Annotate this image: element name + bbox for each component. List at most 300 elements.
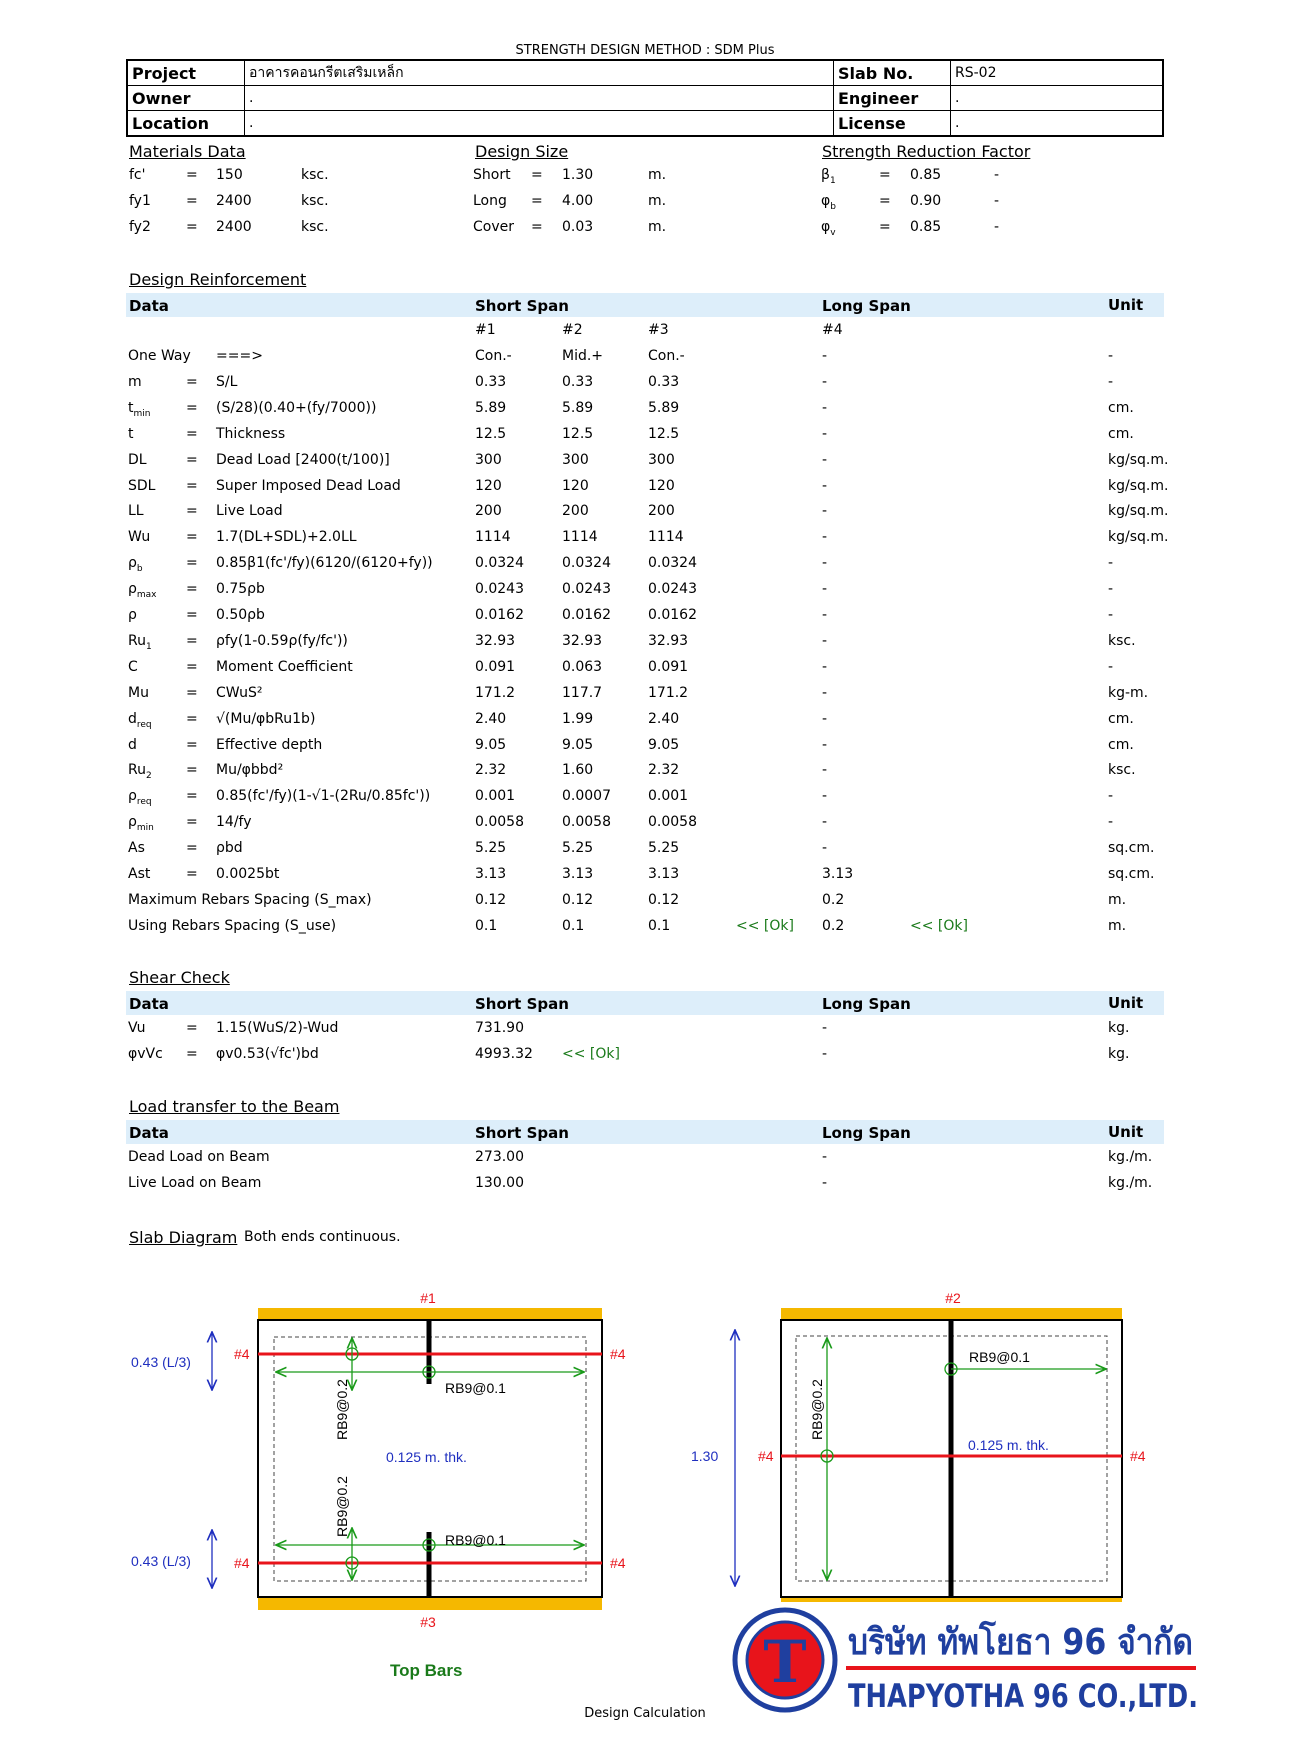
- shear-head-unit: Unit: [1108, 994, 1144, 1012]
- row-equals: =: [186, 866, 198, 882]
- right-label-4-l: #4: [758, 1448, 774, 1464]
- row-col2: 1.60: [562, 762, 594, 779]
- document-title: STRENGTH DESIGN METHOD : SDM Plus: [515, 43, 775, 58]
- row-formula: √(Mu/φbRu1b): [216, 710, 316, 727]
- row-formula: 0.85β1(fc'/fy)(6120/(6120+fy)): [216, 555, 433, 572]
- location-value: .: [245, 111, 834, 137]
- row-col3: 0.0162: [648, 607, 697, 623]
- row-symbol: DL: [128, 451, 147, 468]
- row-equals: =: [186, 503, 198, 520]
- row-unit: sq.cm.: [1108, 866, 1155, 882]
- row-unit: kg/sq.m.: [1108, 451, 1169, 468]
- row-col2: 300: [562, 451, 589, 468]
- row-col2: 12.5: [562, 425, 594, 442]
- materials-value: 2400: [216, 219, 252, 235]
- row-symbol: $Ru_2$: [128, 762, 152, 782]
- row-col3: 0.0243: [648, 581, 697, 598]
- row-col1: 0.1: [475, 917, 498, 934]
- row-ok-long: << [Ok]: [910, 917, 968, 934]
- materials-equals: =: [186, 193, 198, 209]
- row-formula: Mu/φbbd²: [216, 762, 284, 779]
- shear-formula: φv0.53(√fc')bd: [216, 1045, 319, 1062]
- row-col3: 0.33: [648, 373, 680, 390]
- row-col3: 200: [648, 503, 675, 520]
- row-equals: =: [186, 788, 198, 805]
- row-equals: =: [186, 477, 198, 494]
- left-label-3: #3: [420, 1614, 436, 1630]
- logo-thai-name: บริษัท ทัพโยธา 96 จำกัด: [848, 1622, 1242, 1663]
- row-col4: 0.2: [822, 917, 845, 934]
- row-formula: (S/28)(0.40+(fy/7000)): [216, 399, 377, 416]
- row-col3: 32.93: [648, 632, 689, 649]
- row-symbol: m: [128, 373, 142, 390]
- row-col1: 200: [475, 503, 502, 520]
- row-symbol: Wu: [128, 529, 151, 546]
- row-equals: =: [186, 632, 198, 649]
- row-col4: -: [822, 555, 828, 572]
- left-dim-bottom: 0.43 (L/3): [131, 1553, 191, 1569]
- row-formula: Live Load: [216, 503, 283, 520]
- left-beam-top: [258, 1308, 602, 1320]
- left-label-4-br: #4: [610, 1555, 626, 1571]
- row-symbol: ρ: [128, 607, 137, 623]
- right-beam-top: [781, 1308, 1122, 1320]
- row-symbol: t: [128, 425, 134, 442]
- slab-label: Slab No.: [834, 60, 951, 86]
- row-col2: 9.05: [562, 736, 594, 753]
- load-long-value: -: [822, 1149, 828, 1165]
- col-2-label: #2: [562, 322, 583, 338]
- row-col4: -: [822, 658, 828, 675]
- row-col4: -: [822, 373, 828, 390]
- row-symbol: Ast: [128, 866, 151, 882]
- row-unit: cm.: [1108, 425, 1134, 442]
- row-col3: 5.25: [648, 840, 680, 857]
- row-col2: 0.1: [562, 917, 585, 934]
- materials-title: Materials Data: [129, 142, 246, 161]
- row-unit: kg/sq.m.: [1108, 503, 1169, 520]
- row-formula: Dead Load [2400(t/100)]: [216, 451, 390, 468]
- engineer-label: Engineer: [834, 86, 951, 111]
- row-unit: -: [1108, 348, 1114, 364]
- row-unit: m.: [1108, 891, 1127, 908]
- row-col2: 0.0162: [562, 607, 611, 623]
- srf-value: 0.85: [910, 167, 942, 183]
- row-formula: CWuS²: [216, 684, 263, 701]
- left-vbar-top-label: RB9@0.2: [334, 1379, 350, 1440]
- row-col1: 0.001: [475, 788, 516, 805]
- materials-symbol: fy1: [129, 193, 151, 209]
- left-label-1: #1: [420, 1290, 436, 1306]
- reinforcement-head-unit: Unit: [1108, 296, 1144, 314]
- row-col3: 0.0058: [648, 814, 697, 831]
- shear-title: Shear Check: [129, 968, 230, 987]
- row-col1: 120: [475, 477, 502, 494]
- row-col1: 171.2: [475, 684, 516, 701]
- row-symbol: As: [128, 840, 145, 857]
- slab-diagram-note: Both ends continuous.: [244, 1229, 401, 1245]
- row-unit: -: [1108, 607, 1114, 623]
- row-symbol: LL: [128, 503, 144, 520]
- row-col3: 300: [648, 451, 675, 468]
- row-col1: 2.40: [475, 710, 507, 727]
- row-symbol: Maximum Rebars Spacing (S_max): [128, 891, 372, 908]
- design_size-unit: m.: [648, 219, 667, 235]
- row-col2: 0.12: [562, 891, 594, 908]
- row-col2: 1114: [562, 529, 598, 546]
- col-1-label: #1: [475, 322, 496, 338]
- row-col3: Con.-: [648, 348, 685, 364]
- row-formula: Super Imposed Dead Load: [216, 477, 401, 494]
- project-label: Project: [127, 60, 245, 86]
- row-col4: -: [822, 607, 828, 623]
- row-col2: 32.93: [562, 632, 603, 649]
- design_size-equals: =: [531, 219, 543, 235]
- reinforcement-head-data: Data: [129, 297, 169, 315]
- reinforcement-title: Design Reinforcement: [129, 270, 307, 289]
- license-value: .: [951, 111, 1164, 137]
- row-unit: -: [1108, 581, 1114, 598]
- design_size-unit: m.: [648, 193, 667, 209]
- right-label-4-r: #4: [1130, 1448, 1146, 1464]
- location-label: Location: [127, 111, 245, 137]
- load-name: Dead Load on Beam: [128, 1149, 270, 1165]
- row-unit: ksc.: [1108, 762, 1136, 779]
- materials-equals: =: [186, 219, 198, 235]
- row-col3: 12.5: [648, 425, 680, 442]
- row-equals: =: [186, 684, 198, 701]
- shear-formula: 1.15(WuS/2)-Wud: [216, 1020, 339, 1036]
- row-symbol: SDL: [128, 477, 156, 494]
- row-unit: cm.: [1108, 710, 1134, 727]
- left-label-4-tl: #4: [234, 1346, 250, 1362]
- row-col3: 120: [648, 477, 675, 494]
- row-col3: 9.05: [648, 736, 680, 753]
- row-equals: =: [186, 710, 198, 727]
- row-col4: -: [822, 632, 828, 649]
- load-unit: kg./m.: [1108, 1174, 1153, 1191]
- load-name: Live Load on Beam: [128, 1174, 262, 1191]
- row-equals: =: [186, 451, 198, 468]
- project-value: อาคารคอนกรีตเสริมเหล็ก: [245, 60, 834, 86]
- row-col4: -: [822, 814, 828, 831]
- row-symbol: d: [128, 736, 137, 753]
- row-unit: kg/sq.m.: [1108, 477, 1169, 494]
- row-symbol: $\rho_{max}$: [128, 581, 157, 600]
- design_size-equals: =: [531, 167, 543, 183]
- col-3-label: #3: [648, 322, 669, 338]
- row-col3: 0.12: [648, 891, 680, 908]
- materials-equals: =: [186, 167, 198, 183]
- row-ok-short: << [Ok]: [736, 917, 794, 934]
- shear-head-data: Data: [129, 995, 169, 1013]
- design_size-value: 4.00: [562, 193, 594, 209]
- row-equals: =: [186, 736, 198, 753]
- right-beam-bottom: [781, 1598, 1122, 1602]
- row-col4: -: [822, 684, 828, 701]
- right-vbar-label: RB9@0.2: [809, 1379, 825, 1440]
- design_size-symbol: Cover: [473, 219, 514, 235]
- row-symbol: $\rho_b$: [128, 555, 143, 574]
- row-col4: -: [822, 581, 828, 598]
- srf-equals: =: [879, 193, 891, 209]
- row-col2: 3.13: [562, 866, 594, 882]
- left-bar-bottom-label: RB9@0.1: [445, 1532, 506, 1548]
- row-col4: -: [822, 503, 828, 520]
- srf-unit: -: [994, 193, 1000, 209]
- row-col1: 300: [475, 451, 502, 468]
- company-logo: [735, 1610, 1242, 1715]
- row-col1: 0.091: [475, 658, 516, 675]
- right-bar-label: RB9@0.1: [969, 1349, 1030, 1365]
- load-unit: kg./m.: [1108, 1149, 1153, 1165]
- row-equals: =: [186, 373, 198, 390]
- left-vbar-bottom-label: RB9@0.2: [334, 1476, 350, 1537]
- row-col1: 2.32: [475, 762, 507, 779]
- row-equals: =: [186, 399, 198, 416]
- row-col3: 171.2: [648, 684, 689, 701]
- row-col2: 5.89: [562, 399, 594, 416]
- left-thk-label: 0.125 m. thk.: [386, 1449, 467, 1465]
- row-formula: 1.7(DL+SDL)+2.0LL: [216, 529, 357, 546]
- row-col2: 0.0058: [562, 814, 611, 831]
- logo-divider: [846, 1666, 1196, 1670]
- row-unit: m.: [1108, 917, 1127, 934]
- shear-ok: << [Ok]: [562, 1045, 620, 1062]
- row-col4: -: [822, 477, 828, 494]
- row-formula: S/L: [216, 373, 238, 390]
- load-short-value: 130.00: [475, 1174, 524, 1191]
- row-col3: 2.32: [648, 762, 680, 779]
- reinforcement-head-short: Short Span: [475, 297, 569, 315]
- materials-symbol: fc': [129, 167, 146, 183]
- row-col3: 2.40: [648, 710, 680, 727]
- shear-symbol: φvVc: [128, 1045, 163, 1062]
- row-symbol: $d_{req}$: [128, 710, 152, 730]
- reinforcement-head-long: Long Span: [822, 297, 911, 315]
- shear-symbol: Vu: [128, 1020, 146, 1036]
- row-col2: 117.7: [562, 684, 603, 701]
- row-col2: 120: [562, 477, 589, 494]
- row-symbol: Mu: [128, 684, 149, 701]
- shear-unit: kg.: [1108, 1020, 1130, 1036]
- row-col1: 0.12: [475, 891, 507, 908]
- load-head-short: Short Span: [475, 1124, 569, 1142]
- owner-label: Owner: [127, 86, 245, 111]
- row-col3: 0.091: [648, 658, 689, 675]
- row-col2: 5.25: [562, 840, 594, 857]
- materials-symbol: fy2: [129, 219, 151, 235]
- row-col1: 1114: [475, 529, 511, 546]
- shear-head-long: Long Span: [822, 995, 911, 1013]
- design-size-title: Design Size: [475, 142, 569, 161]
- row-col3: 0.001: [648, 788, 689, 805]
- left-dim-top: 0.43 (L/3): [131, 1354, 191, 1370]
- row-formula: ρbd: [216, 840, 243, 857]
- logo-letter-icon: T: [763, 1628, 807, 1696]
- row-col2: 0.33: [562, 373, 594, 390]
- row-col1: 0.33: [475, 373, 507, 390]
- left-slab-diagram: [131, 1290, 626, 1680]
- left-label-4-tr: #4: [610, 1346, 626, 1362]
- row-col4: -: [822, 840, 828, 857]
- design_size-symbol: Long: [473, 193, 507, 209]
- design_size-symbol: Short: [473, 167, 511, 183]
- row-unit: -: [1108, 658, 1114, 675]
- row-col4: -: [822, 762, 828, 779]
- row-col1: 5.25: [475, 840, 507, 857]
- row-col1: 0.0243: [475, 581, 524, 598]
- row-col1: 9.05: [475, 736, 507, 753]
- row-equals: =: [186, 425, 198, 442]
- srf-symbol: $\varphi_b$: [821, 193, 836, 212]
- col-4-label: #4: [822, 322, 843, 338]
- row-formula: 0.75ρb: [216, 581, 265, 598]
- srf-symbol: $\varphi_v$: [821, 219, 836, 238]
- row-unit: -: [1108, 788, 1114, 805]
- row-unit: cm.: [1108, 736, 1134, 753]
- load-head-data: Data: [129, 1124, 169, 1142]
- row-formula: Thickness: [216, 425, 286, 442]
- row-col1: Con.-: [475, 348, 512, 364]
- load-head-long: Long Span: [822, 1124, 911, 1142]
- row-col2: 0.0324: [562, 555, 611, 572]
- row-formula: Moment Coefficient: [216, 658, 353, 675]
- row-unit: -: [1108, 373, 1114, 390]
- left-label-4-bl: #4: [234, 1555, 250, 1571]
- row-symbol: $\rho_{req}$: [128, 788, 152, 808]
- row-formula: ===>: [216, 348, 263, 364]
- right-dim-label: 1.30: [691, 1448, 719, 1464]
- right-thk-label: 0.125 m. thk.: [968, 1437, 1049, 1453]
- row-col1: 32.93: [475, 632, 516, 649]
- row-col3: 1114: [648, 529, 684, 546]
- srf-title: Strength Reduction Factor: [822, 142, 1031, 161]
- srf-unit: -: [994, 167, 1000, 183]
- materials-value: 2400: [216, 193, 252, 209]
- shear-short-value: 731.90: [475, 1020, 524, 1036]
- row-col3: 5.89: [648, 399, 680, 416]
- row-formula: 0.50ρb: [216, 607, 265, 623]
- srf-equals: =: [879, 167, 891, 183]
- materials-unit: ksc.: [301, 193, 329, 209]
- footer-text: Design Calculation: [584, 1706, 706, 1721]
- top-bars-caption: Top Bars: [390, 1661, 463, 1680]
- row-col4: -: [822, 348, 828, 364]
- design_size-value: 0.03: [562, 219, 594, 235]
- row-col3: 3.13: [648, 866, 680, 882]
- row-col1: 12.5: [475, 425, 507, 442]
- load-head-unit: Unit: [1108, 1123, 1144, 1141]
- shear-head-short: Short Span: [475, 995, 569, 1013]
- row-symbol: C: [128, 658, 138, 675]
- load-long-value: -: [822, 1174, 828, 1191]
- row-col1: 3.13: [475, 866, 507, 882]
- row-col3: 0.1: [648, 917, 671, 934]
- srf-value: 0.85: [910, 219, 942, 235]
- load-transfer-title: Load transfer to the Beam: [129, 1097, 340, 1116]
- row-col1: 5.89: [475, 399, 507, 416]
- slab-diagram-title: Slab Diagram: [129, 1228, 238, 1247]
- shear-unit: kg.: [1108, 1045, 1130, 1062]
- row-equals: =: [186, 814, 198, 831]
- row-col4: -: [822, 399, 828, 416]
- design_size-unit: m.: [648, 167, 667, 183]
- row-col4: -: [822, 451, 828, 468]
- row-col4: -: [822, 710, 828, 727]
- row-col4: -: [822, 425, 828, 442]
- row-col2: Mid.+: [562, 348, 604, 364]
- srf-value: 0.90: [910, 193, 942, 209]
- row-unit: ksc.: [1108, 632, 1136, 649]
- row-col4: -: [822, 736, 828, 753]
- row-equals: =: [186, 581, 198, 598]
- row-col2: 1.99: [562, 710, 594, 727]
- right-slab-diagram: [691, 1290, 1146, 1602]
- engineer-value: .: [951, 86, 1164, 111]
- row-col2: 0.0243: [562, 581, 611, 598]
- row-unit: kg-m.: [1108, 684, 1149, 701]
- right-label-2: #2: [945, 1290, 961, 1306]
- row-unit: -: [1108, 555, 1114, 572]
- row-formula: 0.0025bt: [216, 866, 280, 882]
- row-unit: kg/sq.m.: [1108, 529, 1169, 546]
- row-col2: 200: [562, 503, 589, 520]
- license-label: License: [834, 111, 951, 137]
- row-formula: 0.85(fc'/fy)(1-√1-(2Ru/0.85fc')): [216, 788, 431, 805]
- row-symbol: Using Rebars Spacing (S_use): [128, 917, 337, 934]
- design_size-equals: =: [531, 193, 543, 209]
- row-col1: 0.0058: [475, 814, 524, 831]
- row-equals: =: [186, 607, 198, 623]
- load-short-value: 273.00: [475, 1149, 524, 1165]
- materials-unit: ksc.: [301, 219, 329, 235]
- left-beam-bottom: [258, 1598, 602, 1610]
- srf-equals: =: [879, 219, 891, 235]
- row-symbol: $t_{min}$: [128, 399, 151, 419]
- shear-short-value: 4993.32: [475, 1045, 533, 1062]
- row-col4: -: [822, 788, 828, 805]
- shear-equals: =: [186, 1020, 198, 1036]
- row-unit: cm.: [1108, 399, 1134, 416]
- row-equals: =: [186, 529, 198, 546]
- row-symbol: One Way: [128, 348, 191, 364]
- row-col4: 0.2: [822, 891, 845, 908]
- row-symbol: $Ru_1$: [128, 632, 152, 652]
- srf-unit: -: [994, 219, 1000, 235]
- materials-value: 150: [216, 167, 243, 183]
- row-equals: =: [186, 658, 198, 675]
- slab-value: RS-02: [951, 60, 1164, 86]
- row-col4: -: [822, 529, 828, 546]
- row-col1: 0.0324: [475, 555, 524, 572]
- row-formula: 14/fy: [216, 814, 252, 831]
- materials-unit: ksc.: [301, 167, 329, 183]
- logo-english-name: THAPYOTHA 96 CO.,LTD.: [848, 1677, 1198, 1715]
- left-bar-top-label: RB9@0.1: [445, 1380, 506, 1396]
- srf-symbol: $\beta_1$: [821, 167, 836, 186]
- row-equals: =: [186, 762, 198, 779]
- shear-equals: =: [186, 1045, 198, 1062]
- owner-value: .: [245, 86, 834, 111]
- shear-long-value: -: [822, 1020, 828, 1036]
- row-unit: sq.cm.: [1108, 840, 1155, 857]
- row-col1: 0.0162: [475, 607, 524, 623]
- row-col2: 0.063: [562, 658, 603, 675]
- row-equals: =: [186, 555, 198, 572]
- row-symbol: $\rho_{min}$: [128, 814, 154, 833]
- shear-long-value: -: [822, 1045, 828, 1062]
